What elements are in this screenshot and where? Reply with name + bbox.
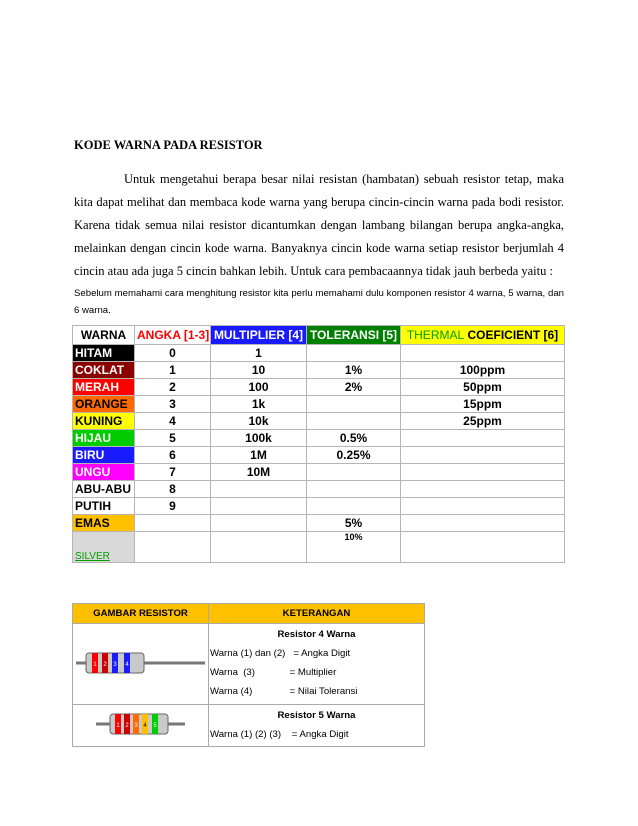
angka-cell: 0 — [135, 345, 211, 362]
color-row-coklat — [73, 362, 565, 379]
note-paragraph: Sebelum memahami cara menghitung resistor kita perlu memahami dulu komponen resistor 4 warna, 5 warna, dan 6 warna. — [74, 288, 564, 316]
thermal-cell — [401, 430, 565, 447]
resistor-5-title: Resistor 5 Warna — [277, 710, 356, 721]
angka-cell: 8 — [135, 481, 211, 498]
thermal-cell: 25ppm — [401, 413, 565, 430]
resistor-5-line-1: Warna (1) (2) (3) = Angka Digit — [210, 729, 349, 740]
page-heading: KODE WARNA PADA RESISTOR — [74, 138, 263, 152]
multiplier-cell: 1k — [211, 396, 307, 413]
toleransi-cell — [307, 345, 401, 362]
toleransi-cell — [307, 464, 401, 481]
color-name: UNGU — [73, 464, 135, 481]
resistor-4-description — [209, 624, 425, 705]
color-row-hitam — [73, 345, 565, 362]
thermal-cell — [401, 481, 565, 498]
color-row-biru — [73, 447, 565, 464]
angka-cell — [135, 515, 211, 532]
band-label-1: 1 — [116, 723, 120, 729]
angka-cell: 7 — [135, 464, 211, 481]
multiplier-cell — [211, 498, 307, 515]
multiplier-cell: 10 — [211, 362, 307, 379]
toleransi-cell — [307, 481, 401, 498]
multiplier-cell — [211, 532, 307, 563]
angka-cell: 3 — [135, 396, 211, 413]
thermal-cell — [401, 464, 565, 481]
resistor-5-image-cell — [73, 705, 209, 747]
toleransi-cell — [307, 396, 401, 413]
color-row-hijau — [73, 430, 565, 447]
band-label-1: 1 — [93, 661, 97, 668]
thermal-cell: 15ppm — [401, 396, 565, 413]
resistor-4-image-cell — [73, 624, 209, 705]
color-row-abu-abu — [73, 481, 565, 498]
toleransi-cell — [307, 498, 401, 515]
multiplier-cell: 10M — [211, 464, 307, 481]
color-row-ungu — [73, 464, 565, 481]
color-name: ABU-ABU — [73, 481, 135, 498]
color-row-silver — [73, 532, 565, 563]
toleransi-cell: 0.25% — [307, 447, 401, 464]
multiplier-cell: 1 — [211, 345, 307, 362]
toleransi-cell: 10% — [307, 532, 401, 563]
angka-cell: 2 — [135, 379, 211, 396]
header-toleransi: TOLERANSI [5] — [307, 326, 401, 345]
resistor-5-description — [209, 705, 425, 747]
band-label-2: 2 — [125, 723, 129, 729]
resistor-5-band-image — [74, 706, 207, 742]
band-label-3: 3 — [134, 723, 138, 729]
multiplier-cell: 100k — [211, 430, 307, 447]
color-name: HIJAU — [73, 430, 135, 447]
band-label-3: 3 — [113, 661, 117, 668]
angka-cell: 4 — [135, 413, 211, 430]
toleransi-cell: 5% — [307, 515, 401, 532]
color-row-putih — [73, 498, 565, 515]
thermal-cell — [401, 515, 565, 532]
band-label-4: 4 — [125, 661, 129, 668]
multiplier-cell: 1M — [211, 447, 307, 464]
resistor-4-band-image — [74, 643, 207, 683]
header-gambar-resistor: GAMBAR RESISTOR — [73, 604, 209, 624]
thermal-cell — [401, 532, 565, 563]
header-angka: ANGKA [1-3] — [135, 326, 211, 345]
multiplier-cell: 10k — [211, 413, 307, 430]
resistor-table — [72, 603, 425, 747]
multiplier-cell — [211, 481, 307, 498]
toleransi-cell: 0.5% — [307, 430, 401, 447]
color-name: KUNING — [73, 413, 135, 430]
intro-paragraph: Untuk mengetahui berapa besar nilai resistan (hambatan) sebuah resistor tetap, maka kita dapat melihat dan membaca kode warna yang berupa cincin-cincin warna pada bodi resistor. Karena tidak semua nilai resistor dicantumkan dengan lambang bilangan berupa angka-angka, melainkan dengan cincin kode warna. Banyaknya cincin kode warna setiap resistor berjumlah 4 cincin atau ada juga 5 cincin bahkan lebih. Untuk cara pembacaannya tidak jauh berbeda yaitu : — [74, 172, 564, 278]
color-code-table — [72, 325, 565, 563]
band-label-5: 5 — [153, 723, 157, 729]
header-multiplier: MULTIPLIER [4] — [211, 326, 307, 345]
toleransi-cell — [307, 413, 401, 430]
color-row-merah — [73, 379, 565, 396]
toleransi-cell: 2% — [307, 379, 401, 396]
color-name: COKLAT — [73, 362, 135, 379]
color-table-header — [73, 326, 565, 345]
band-label-4: 4 — [143, 723, 147, 729]
color-row-orange — [73, 396, 565, 413]
header-thermal-b: COEFICIENT [6] — [464, 328, 559, 342]
band-label-2: 2 — [103, 661, 107, 668]
angka-cell: 9 — [135, 498, 211, 515]
header-thermal-a: THERMAL — [406, 328, 465, 342]
thermal-cell: 100ppm — [401, 362, 565, 379]
resistor-4-line-3: Warna (4) = Nilai Toleransi — [210, 686, 358, 697]
multiplier-cell — [211, 515, 307, 532]
thermal-cell — [401, 498, 565, 515]
color-name: BIRU — [73, 447, 135, 464]
color-row-emas — [73, 515, 565, 532]
resistor-4-line-1: Warna (1) dan (2) = Angka Digit — [210, 648, 351, 659]
color-name: HITAM — [73, 345, 135, 362]
angka-cell: 1 — [135, 362, 211, 379]
multiplier-cell: 100 — [211, 379, 307, 396]
color-name: ORANGE — [73, 396, 135, 413]
thermal-cell — [401, 345, 565, 362]
resistor-4-title: Resistor 4 Warna — [277, 629, 356, 640]
thermal-cell — [401, 447, 565, 464]
angka-cell — [135, 532, 211, 563]
resistor-4-line-2: Warna (3) = Multiplier — [210, 667, 337, 678]
color-name: PUTIH — [73, 498, 135, 515]
header-warna: WARNA — [73, 326, 135, 345]
angka-cell: 5 — [135, 430, 211, 447]
angka-cell: 6 — [135, 447, 211, 464]
color-name: SILVER — [73, 532, 135, 563]
color-name: MERAH — [73, 379, 135, 396]
header-keterangan: KETERANGAN — [209, 604, 425, 624]
color-row-kuning — [73, 413, 565, 430]
toleransi-cell: 1% — [307, 362, 401, 379]
thermal-cell: 50ppm — [401, 379, 565, 396]
header-thermal — [401, 326, 565, 345]
color-name: EMAS — [73, 515, 135, 532]
